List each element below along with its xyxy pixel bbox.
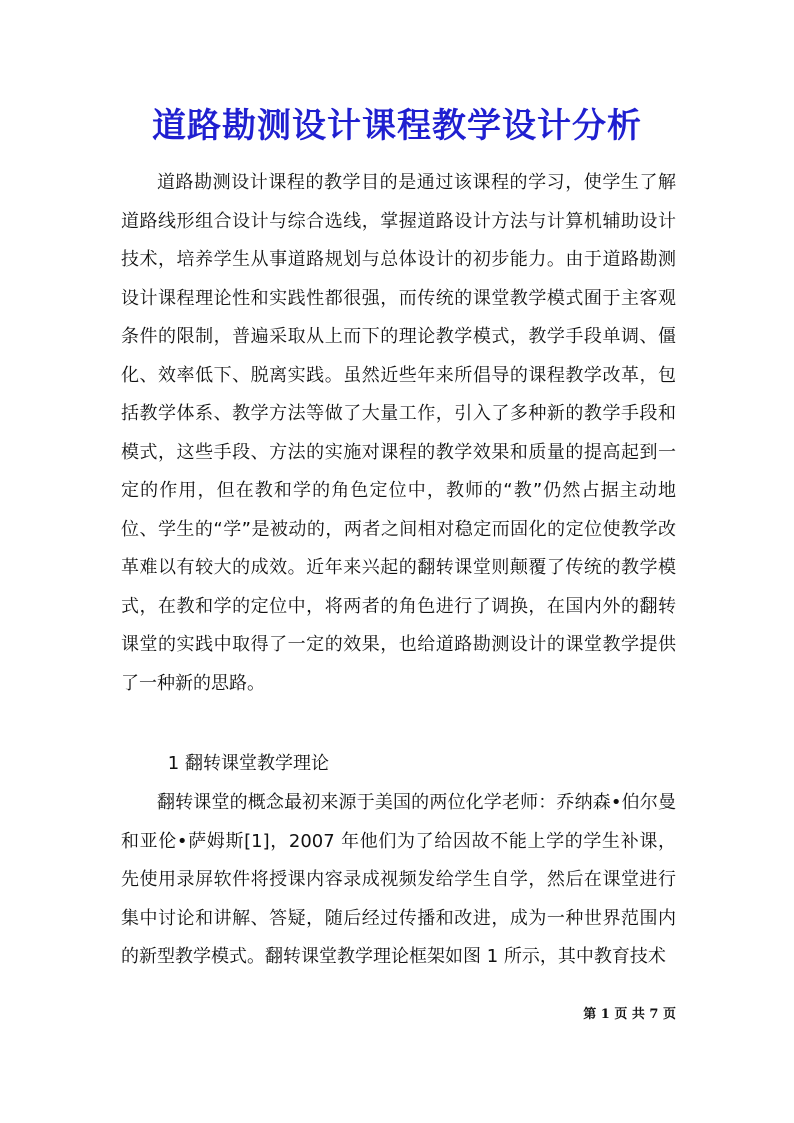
- document-title: 道路勘测设计课程教学设计分析: [152, 106, 642, 146]
- section-paragraph: 翻转课堂的概念最初来源于美国的两位化学老师：乔纳森•伯尔曼和亚伦•萨姆斯[1]，2007 年他们为了给因故不能上学的学生补课，先使用录屏软件将授课内容录成视频发给学生自学，然后在课堂进行集中讨论和讲解、答疑，随后经过传播和改进，成为一种世界范围内的新型教学模式。翻转课堂教学理论框架如图 1 所示，其中教育技术: [121, 792, 676, 967]
- intro-paragraph: 道路勘测设计课程的教学目的是通过该课程的学习，使学生了解道路线形组合设计与综合选线，掌握道路设计方法与计算机辅助设计技术，培养学生从事道路规划与总体设计的初步能力。由于道路勘测设计课程理论性和实践性都很强，而传统的课堂教学模式囿于主客观条件的限制，普遍采取从上而下的理论教学模式，教学手段单调、僵化、效率低下、脱离实践。虽然近些年来所倡导的课程教学改革，包括教学体系、教学方法等做了大量工作，引入了多种新的教学手段和模式，这些手段、方法的实施对课程的教学效果和质量的提高起到一定的作用，但在教和学的角色定位中，教师的“教”仍然占据主动地位、学生的“学”是被动的，两者之间相对稳定而固化的定位使教学改革难以有较大的成效。近年来兴起的翻转课堂则颠覆了传统的教学模式，在教和学的定位中，将两者的角色进行了调换，在国内外的翻转课堂的实践中取得了一定的效果，也给道路勘测设计的课堂教学提供了一种新的思路。: [121, 172, 676, 694]
- page-footer: 第 1 页 共 7 页: [583, 1007, 676, 1022]
- section-heading: 1 翻转课堂教学理论: [167, 753, 329, 774]
